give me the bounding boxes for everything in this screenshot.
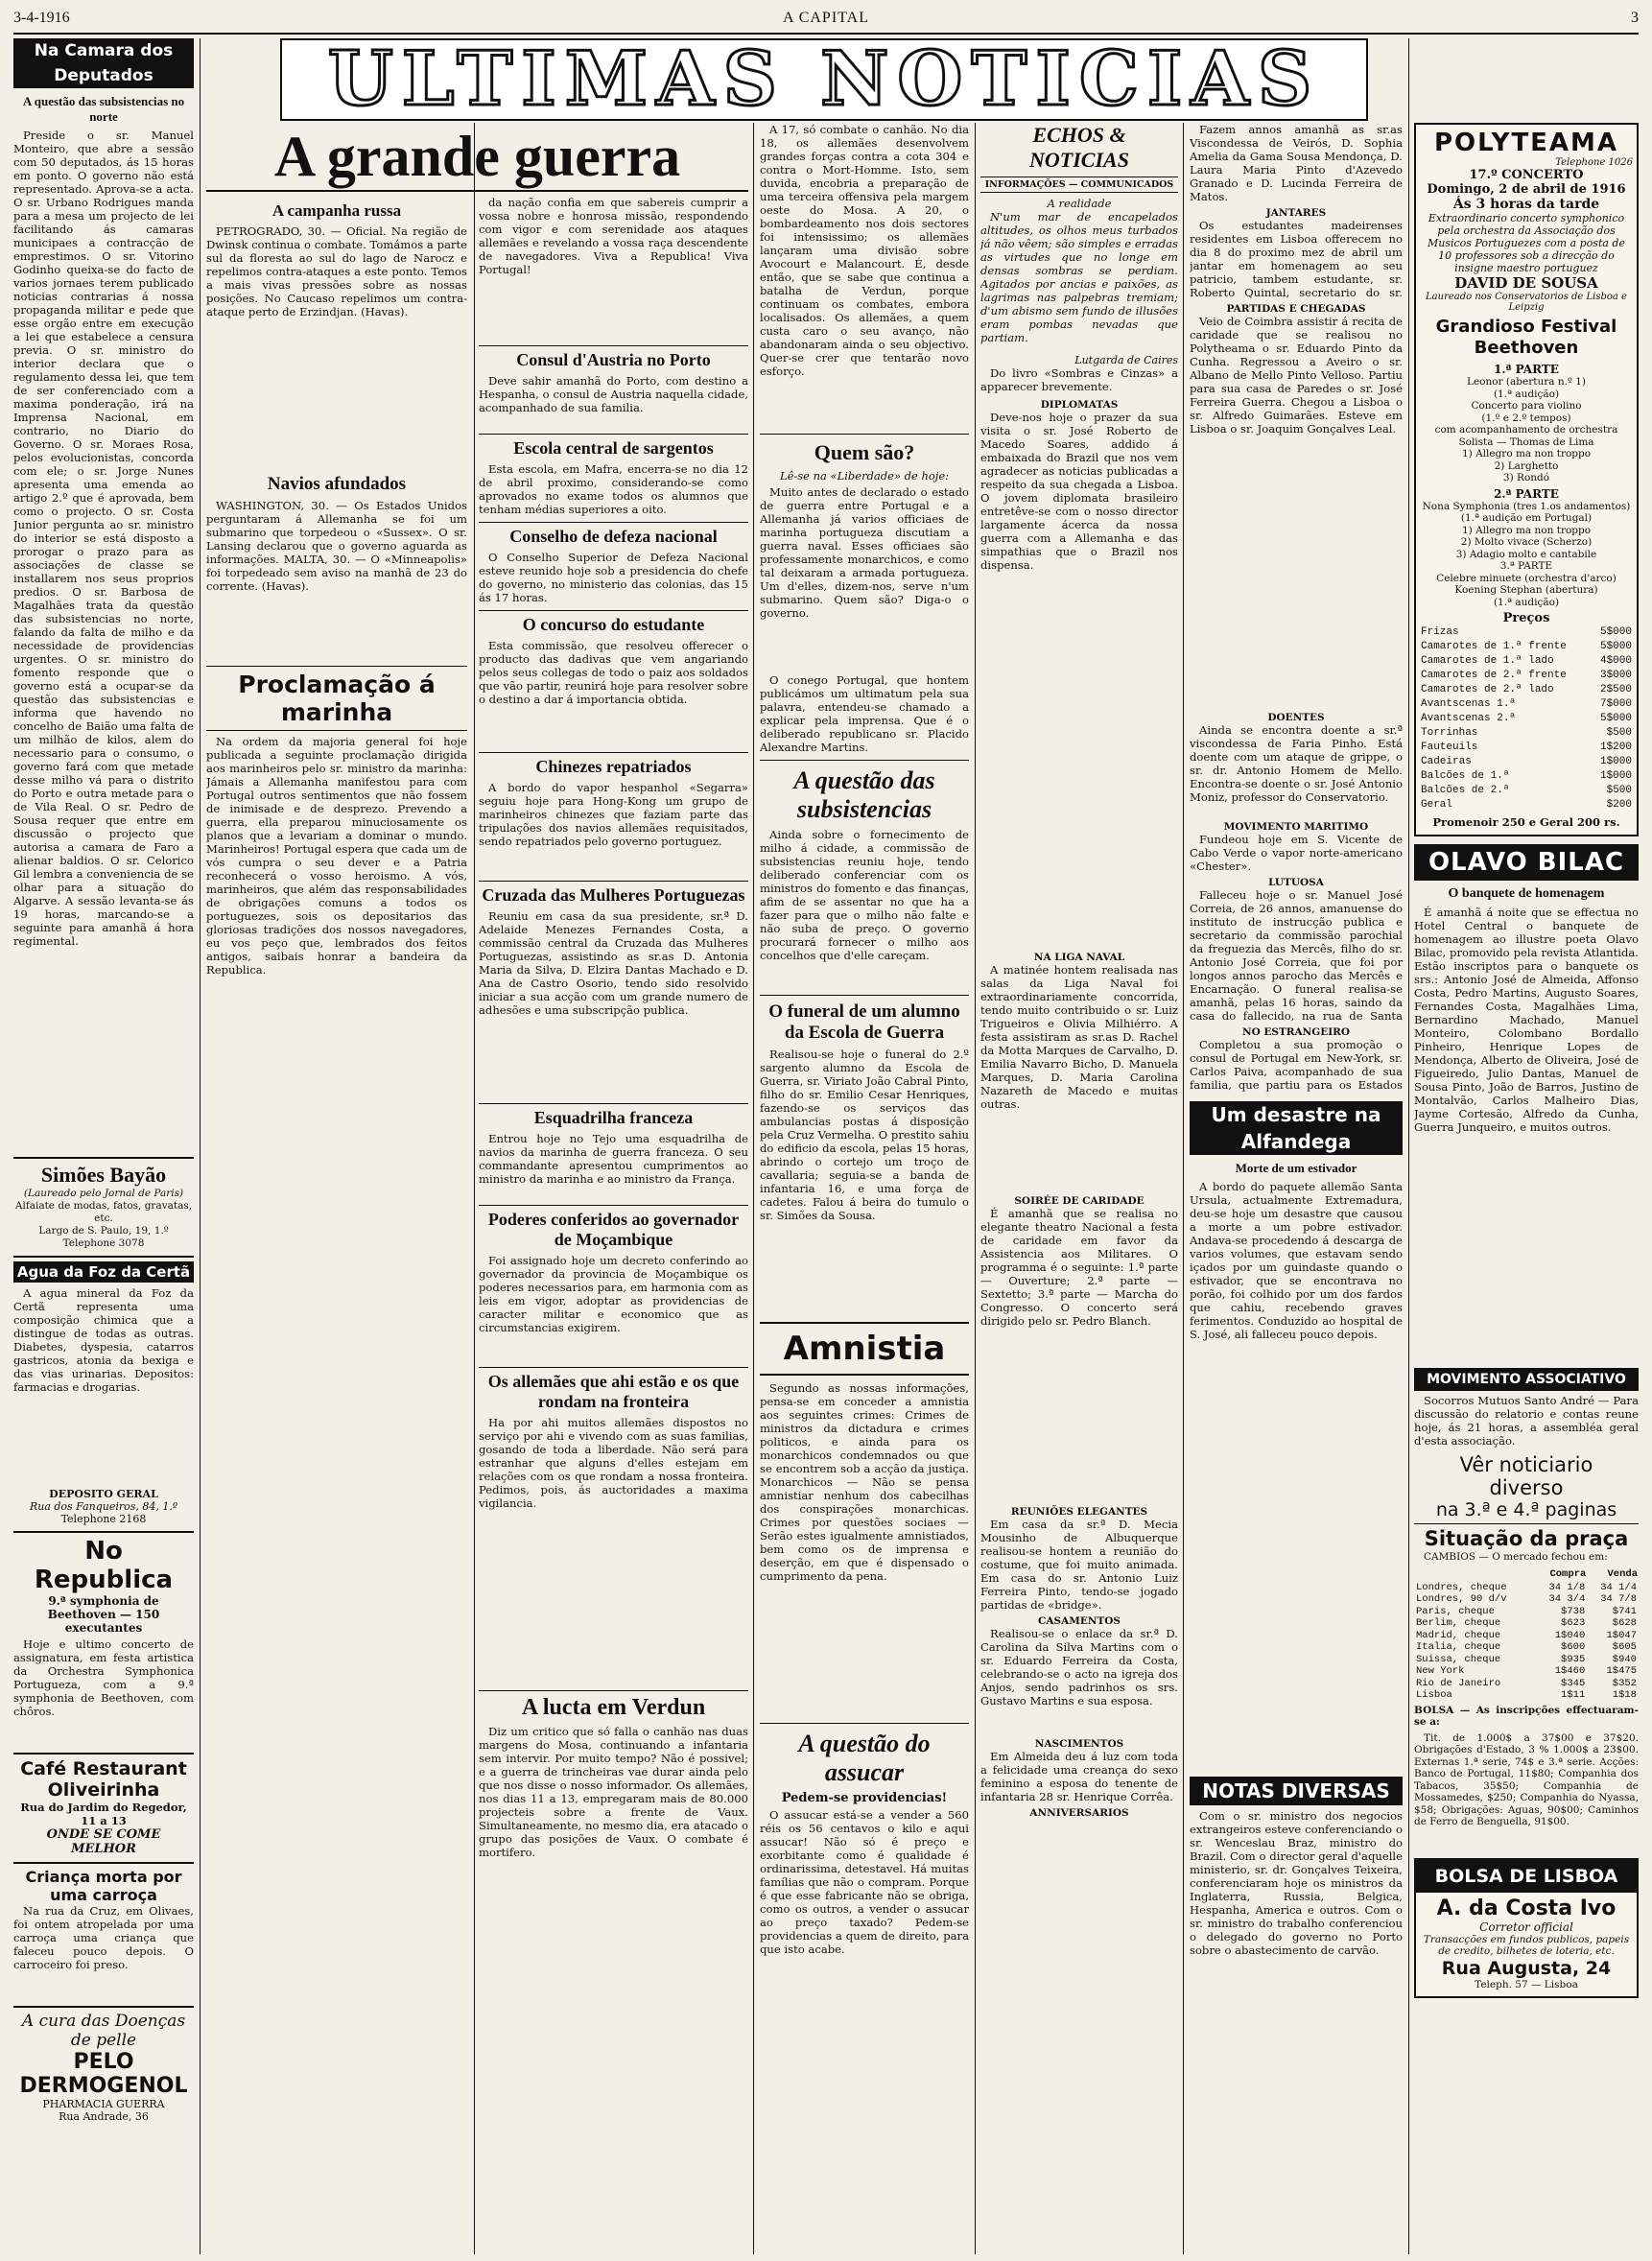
price-item: Cadeiras (1421, 756, 1472, 767)
price-item: Camarotes de 1.ª frente (1421, 641, 1567, 652)
camara-title: Na Camara dos Deputados (13, 38, 194, 88)
program-item: Concerto para violino (1471, 400, 1582, 412)
chinezes-title: Chinezes repatriados (479, 752, 748, 777)
cambio-row (1414, 1617, 1639, 1630)
doentes-title: DOENTES (1267, 712, 1325, 723)
echos-column (980, 123, 1178, 2254)
price-item: Avantscenas 2.ª (1421, 713, 1517, 724)
subsistencias-title: A questão das subsistencias (760, 760, 969, 824)
price-row (1420, 755, 1633, 769)
esquadrilha-text: Entrou hoje no Tejo uma esquadrilha de navios da marinha de guerra franceza. O seu commandante apresentou cumprimentos ao ministro da marinha e ao ministro da França. (479, 1132, 748, 1186)
bolsa-ad-text: Transacções em fundos publicos, papeis de credito, bilhetes de loteria, etc. (1423, 1933, 1630, 1957)
associativo-section (1414, 1368, 1639, 1448)
situacao-title: Situação da praça (1414, 1523, 1639, 1550)
price-row (1420, 669, 1633, 683)
program-item: 1) Allegro ma non troppo (1461, 524, 1592, 536)
russa-title: A campanha russa (271, 201, 402, 220)
price-value: 1$200 (1599, 742, 1632, 753)
program-item: (1.º e 2.º tempos) (1481, 412, 1571, 424)
paper-name: A CAPITAL (783, 10, 869, 26)
cambio-cell: $352 (1612, 1677, 1637, 1689)
diversas-title: NOTAS DIVERSAS (1190, 1777, 1403, 1805)
price-row (1420, 640, 1633, 654)
echos-section: INFORMAÇÕES — COMMUNICADOS (980, 177, 1178, 193)
concurso-title: O concurso do estudante (479, 610, 748, 635)
program-item: (1.ª audição) (1493, 388, 1560, 400)
jantares-title: JANTARES (1265, 207, 1327, 219)
liga-title: NA LIGA NAVAL (1033, 952, 1125, 963)
cambio-cell: 34 1/4 (1600, 1581, 1637, 1593)
ad-dermogenol (13, 2006, 194, 2123)
foz-address: Rua dos Fanqueiros, 84, 1.º (29, 1500, 178, 1513)
diplomatas-title: DIPLOMATAS (1040, 399, 1119, 411)
soiree-title: SOIRÉE DE CARIDADE (1014, 1195, 1145, 1207)
desastre-subtitle: Morte de um estivador (1235, 1161, 1357, 1175)
proclamacao-text: Na ordem da majoria general foi hoje publicada a seguinte proclamação dirigida aos marinheiros pelo sr. ministro da marinha: Jámais a Allemanha manifestou para com Portugal outros sentimentos que não fossem de inimisade e de desprezo. Prevendo a guerra, ella preparou minuciosamente os planos que a levariam a dominar o mundo. Marinheiros! Portugal espera que cada um de vós cumpra o seu dever e a Patria reconhecerá o vosso heroismo. A vós, marinheiros, que além das responsabilidades de obrigações comuns a todos os portuguezes, sois os depositarios das gloriosas tradições dos nossos navegadores, eu vos peço que, lembrados dos feitos antigos, saibais honrar a bandeira da Republica. (206, 735, 467, 977)
poem-author: Lutgarda de Caires (1074, 354, 1178, 366)
quem-text-2: O conego Portugal, que hontem publicámos um ultimatum pela sua palavra, entendeu-se chamado a explicar pela imprensa. Que é o deliberado republicano sr. Placido Alexandre Martins. (760, 673, 969, 754)
masthead (280, 35, 1368, 123)
price-value: $500 (1606, 785, 1632, 796)
polyteama-parte2: 2.ª PARTE (1494, 486, 1559, 501)
diplomatas-text: Deve-nos hoje o prazer da sua visita o sr. José Roberto de Macedo Soares, addido á embaixada do Brazil que nos vem agradecer as noticias publicadas a respeito da sua chegada a Lisboa. O jovem diplomata brasileiro entretêve-se com o nosso director largamente ácerca da nossa guerra com a Allemanha e das simpathias que o Brazil nos dispensa. (980, 411, 1178, 572)
price-row (1420, 741, 1633, 755)
conselho-text: O Conselho Superior de Defeza Nacional esteve reunido hoje sob a presidencia do chefe do governo, no ministerio das colonias, das 15 ás 17 horas. (479, 551, 748, 604)
funeral-text: Realisou-se hoje o funeral do 2.º sargento alumno da Escola de Guerra, sr. Viriato João Cabral Pinto, filho do sr. Emilio Cesar Henriques, fazendo-se os serviços das ambulancias postas á disposição pela Cruz Vermelha. O prestito sahiu do edificio da escola, pelas 15 horas, abrindo o cortejo um troço de cavallaria; seguia-se a banda de infantaria 16, e uma força de cadetes. Falou á beira do tumulo o sr. Simões da Sousa. (760, 1048, 969, 1222)
column-four (760, 123, 969, 2254)
cambio-row (1414, 1665, 1639, 1678)
polyteama-festival: Grandioso Festival Beethoven (1435, 317, 1617, 358)
program-item: (1.ª audição em Portugal) (1460, 512, 1593, 524)
cafe-motto: ONDE SE COME MELHOR (46, 1827, 161, 1856)
cambio-cell: Londres, 90 d/v (1416, 1593, 1507, 1605)
ad-cafe (13, 1753, 194, 1856)
lutuosa-text: Falleceu hoje o sr. Manuel José Correia, de 26 annos, amanuense do instituto de instrucção publica e secretario da commissão parochial da freguezia das Mercês, filho do sr. Antonio José Correia, que foi por longos annos parocho das Mercês e Encarnação. O funeral realisa-se amanhã, pelas 16 horas, saindo da casa do fallecido, na rua de Santa (1190, 888, 1403, 1023)
guerra-title: A grande guerra (206, 123, 748, 192)
price-row (1420, 712, 1633, 726)
program-item: Leonor (abertura n.º 1) (1466, 376, 1586, 388)
cambio-cell: Suissa, cheque (1416, 1653, 1501, 1665)
price-value: 5$000 (1599, 713, 1632, 724)
verdun-text: Diz um critico que só falla o canhão nas duas margens do Mosa, continuando a infantaria sem intervir. Por muito tempo? Não é possivel; e a guerra de trincheiras vae durar ainda pelo que nos disse o nosso informador. Os allemães, nos dias 11 a 13, empregaram mais de 80.000 projecteis sobre a frente de Vaux. Simultaneamente, no mesmo dia, era atacado o grupo das posições de Vaux. O combate é mortifero. (479, 1725, 748, 1859)
price-item: Frizas (1421, 626, 1459, 638)
cambio-row (1414, 1593, 1639, 1606)
funeral-title: O funeral de um alumno da Escola de Guerra (760, 995, 969, 1044)
guerra-section (206, 123, 748, 2254)
cambios-intro: CAMBIOS — O mercado fechou em: (1424, 1551, 1608, 1563)
cambios-table (1414, 1567, 1639, 1702)
price-item: Camarotes de 2.ª lado (1421, 684, 1554, 695)
price-value: 1$000 (1599, 756, 1632, 767)
cambio-row (1414, 1689, 1639, 1702)
consul-title: Consul d'Austria no Porto (479, 345, 748, 370)
polyteama-title: POLYTEAMA (1433, 129, 1619, 157)
estrangeiro-text: Completou a sua promoção o consul de Portugal em New-York, sr. Carlos Paiva, acompanhado de sua familia, que partiu para os Estados (1190, 1038, 1403, 1092)
tropas-text: da nação confia em que sabereis cumprir a vossa nobre e honrosa missão, respondendo com vigor e com serenidade aos ataques allemães e revelando a vossa raça descendente de navegadores. Viva a Republica! Viva Portugal! (479, 196, 748, 276)
cambio-cell: $600 (1561, 1641, 1586, 1653)
foz-text: A agua mineral da Foz da Certã representa uma composição chimica que a distingue de todas as outras. Diabetes, dyspesia, catarros gastricos, atonia da bexiga e das vias urinarias. Depositos: farmacias e drogarias. (13, 1286, 194, 1394)
anniv-text: Fazem annos amanhã as sr.as Viscondessa de Veirós, D. Sophia Amelia da Gama Sousa Mendonça, D. Laura Maria Pinto d'Azevedo Granado e D. Lucinda Ferreira de Matos. (1190, 123, 1403, 203)
polyteama-laureate: Laureado nos Conservatorios de Lisboa e Leipzig (1426, 292, 1627, 313)
poem-note: Do livro «Sombras e Cinzas» a apparecer brevemente. (980, 366, 1178, 393)
polyteama-desc: Extraordinario concerto symphonico pela orchestra da Associação dos Musicos Portuguezes com a posta de 10 professores sob a direcção do insigne maestro portuguez (1428, 212, 1625, 274)
bayao-line: (Laureado pelo Jornal de Paris) (23, 1188, 184, 1199)
desastre-title: Um desastre na Alfandega (1190, 1101, 1403, 1155)
price-item: Avantscenas 1.ª (1421, 698, 1517, 710)
casamentos-title: CASAMENTOS (1038, 1615, 1121, 1627)
cambio-cell: Paris, cheque (1416, 1605, 1495, 1617)
assucar-subtitle: Pedem-se providencias! (781, 1791, 948, 1805)
ad-bolsa-lisboa (1414, 1858, 1639, 1998)
notice-line: diverso (1489, 1476, 1564, 1499)
page-number: 3 (1631, 10, 1639, 26)
cambio-cell: 1$11 (1561, 1689, 1586, 1701)
polyteama-promenoir: Promenoir 250 e Geral 200 rs. (1432, 815, 1620, 829)
cambio-cell: 34 1/8 (1548, 1581, 1586, 1593)
price-value: 1$000 (1599, 770, 1632, 782)
foz-deposit: DEPOSITO GERAL (49, 1488, 158, 1500)
proclamacao-title: Proclamação á marinha (206, 666, 467, 731)
cambios-header (1414, 1567, 1536, 1582)
program-item: 1) Allegro ma non troppo (1461, 448, 1592, 459)
guerra-column-a (206, 196, 467, 2254)
republica-subtitle: 9.ª symphonia de Beethoven — 150 executantes (47, 1594, 160, 1635)
partidas-title: PARTIDAS E CHEGADAS (1226, 303, 1366, 315)
associativo-text: Socorros Mutuos Santo André — Para discussão do relatorio e contas reune hoje, ás 21 horas, a assembléa geral d'esta associação. (1414, 1394, 1639, 1448)
dermo-address: Rua Andrade, 36 (59, 2110, 149, 2123)
conselho-title: Conselho de defeza nacional (479, 522, 748, 547)
prices-title: Preços (1502, 611, 1550, 625)
desastre-text: A bordo do paquete allemão Santa Ursula, actualmente Extremadura, deu-se hoje um desastre que causou a morte a um pobre estivador. Andava-se procedendo á descarga de varios volumes, que estavam sendo içados por um guindaste quando o estivador, que se encontrava no porão, foi colhido por um dos fardos que cahiu, recebendo graves ferimentos. Conduzido ao hospital de S. José, ali falleceu pouco depois. (1190, 1180, 1403, 1341)
price-value: 3$000 (1599, 670, 1632, 681)
prices-table (1420, 625, 1633, 813)
verdun-title: A lucta em Verdun (479, 1690, 748, 1721)
quem-subtitle: Lê-se na «Liberdade» de hoje: (779, 469, 950, 483)
cambio-cell: 1$040 (1554, 1629, 1586, 1641)
escola-text: Esta escola, em Mafra, encerra-se no dia 12 de abril proximo, considerando-se como aprovados no exame todos os alumnos que tenham médias superiores a oito. (479, 462, 748, 516)
bolsa-title: BOLSA — As inscripções effectuaram-se a: (1414, 1704, 1639, 1728)
cambio-cell: Madrid, cheque (1416, 1629, 1501, 1641)
cambio-cell: Berlim, cheque (1416, 1617, 1501, 1629)
price-item: Fauteuils (1421, 742, 1478, 753)
price-value: 5$000 (1599, 626, 1632, 638)
polyteama-phone: Telephone 1026 (1555, 157, 1633, 168)
cambios-header: Venda (1607, 1568, 1638, 1580)
navios-title: Navios afundados (267, 474, 407, 494)
price-value: 5$000 (1599, 641, 1632, 652)
price-value: $200 (1606, 799, 1632, 811)
dermo-title: A cura das Doenças de pelle (21, 2012, 186, 2050)
cambio-cell: $623 (1561, 1617, 1586, 1629)
reunioes-text: Em casa da sr.ª D. Mecia Mousinho de Albuquerque realisou-se hontem a reunião do costume, que foi muito animada. Em casa do sr. Antonio Luiz Ferreira Pinto, tendo-se jogado partidas de «bridge». (980, 1518, 1178, 1612)
polyteama-concert: 17.º CONCERTO (1469, 168, 1584, 182)
ad-bayao (13, 1157, 194, 1250)
cambio-row (1414, 1654, 1639, 1666)
price-row (1420, 625, 1633, 640)
column-left (13, 38, 194, 2254)
camara-subtitle: A questão das subsistencias no norte (22, 94, 185, 124)
page-header (13, 8, 1639, 35)
cambio-cell: Italia, cheque (1416, 1641, 1501, 1653)
program-item: Nona Symphonia (tres 1.os andamentos) (1422, 500, 1631, 512)
program-item: 3) Rondó (1502, 472, 1550, 483)
cambio-cell: Lisboa (1416, 1689, 1452, 1701)
price-row (1420, 784, 1633, 798)
price-item: Geral (1421, 799, 1453, 811)
cambio-row (1414, 1606, 1639, 1618)
esquadrilha-title: Esquadrilha franceza (479, 1103, 748, 1128)
quem-text: Muito antes de declarado o estado de guerra entre Portugal e a Allemanha já varios officiaes de marinha portugueza discutiam a guerra naval. Esses officiaes são professamente monarchicos, e como tal deixaram a armada portugueza. Um d'elles, dizem-nos, serve n'um submarino. Quem são? Diga-o o governo. (760, 485, 969, 620)
cruzada-text: Reuniu em casa da sua presidente, sr.ª D. Adelaide Menezes Fernandes Costa, a commissão central da Cruzada das Mulheres Portuguezas, assistindo as sr.as D. Antonia Maria da Silva, D. Elzira Dantas Machado e D. Ana de Castro Osorio, tendo sido resolvido iniciar a sua acção com um grande numero de adhesões e uma subscripção publica. (479, 909, 748, 1017)
liga-text: A matinée hontem realisada nas salas da Liga Naval foi extraordinariamente concorrida, tendo muito contribuido o sr. Luiz Trigueiros e Olivia Milhiérro. A festa assistiram as sr.as D. Rachel da Motta Marques de Carvalho, D. Emilia Navarro Bicho, D. Manuela Marques, D. Maria Carolina Nazareth de Macedo e muitas outras. (980, 963, 1178, 1111)
cambio-row (1414, 1630, 1639, 1642)
price-value: 2$500 (1599, 684, 1632, 695)
column-rule (753, 123, 754, 2254)
nascimentos-title: NASCIMENTOS (1034, 1738, 1124, 1750)
program-item: 3.ª PARTE (1499, 560, 1553, 572)
price-row (1420, 769, 1633, 784)
cambios-header: Compra (1549, 1568, 1587, 1580)
price-item: Camarotes de 1.ª lado (1421, 655, 1554, 667)
ad-foz (13, 1256, 194, 1525)
estrangeiro-title: NO ESTRANGEIRO (1241, 1026, 1351, 1038)
bolsa-text: Tit. de 1.000$ a 37$00 e 37$20. Obrigações d'Estado, 3 % 1.000$ a 23$00. Externas 1.ª serie, 74$ e 3.ª serie. Acções: Banco de Portugal, 11$80; Companhia dos Tabacos, 35$50; Companhia de Mossamedes, $250; Companhia do Nyassa, $58; Obrigações: Aguas, 90$00; Caminhos de Ferro de Benguella, 91$00. (1414, 1731, 1639, 1827)
bilac-section (1414, 844, 1639, 1362)
program-item: 2) Molto vivace (Scherzo) (1460, 536, 1593, 548)
associativo-title: MOVIMENTO ASSOCIATIVO (1414, 1368, 1639, 1391)
column-right (1414, 123, 1639, 2254)
poem-title: A realidade (1047, 197, 1112, 210)
column-six (1190, 123, 1403, 2254)
page-date: 3-4-1916 (13, 10, 70, 26)
movimento-text: Fundeou hoje em S. Vicente de Cabo Verde o vapor norte-americano «Chester». (1190, 833, 1403, 873)
cambio-row (1414, 1582, 1639, 1594)
notice-line: na 3.ª e 4.ª paginas (1435, 1499, 1617, 1520)
republica-text: Hoje e ultimo concerto de assignatura, em festa artistica da Orchestra Symphonica Portugueza, com a 9.ª symphonia de Beethoven, com chôros. (13, 1637, 194, 1718)
see-news-notice (1414, 1453, 1639, 1550)
news-crianca (13, 1862, 194, 2000)
price-value: 7$000 (1599, 698, 1632, 710)
poderes-title: Poderes conferidos ao governador de Moçambique (479, 1205, 748, 1250)
dermo-brand: PELO DERMOGENOL (19, 2050, 188, 2098)
price-row (1420, 798, 1633, 813)
cambio-cell: $738 (1561, 1605, 1586, 1617)
price-item: Torrinhas (1421, 727, 1478, 739)
lutuosa-title: LUTUOSA (1268, 877, 1324, 888)
cambio-cell: $741 (1612, 1605, 1637, 1617)
price-value: $500 (1606, 727, 1632, 739)
bayao-line: Largo de S. Paulo, 19, 1.º (38, 1225, 169, 1236)
quem-title: Quem são? (760, 434, 969, 465)
cambio-cell: 1$18 (1612, 1689, 1637, 1701)
cambio-cell: $605 (1612, 1641, 1637, 1653)
cambio-row (1414, 1641, 1639, 1654)
escola-title: Escola central de sargentos (479, 434, 748, 459)
price-item: Balcões de 2.ª (1421, 785, 1510, 796)
program-two (1420, 501, 1633, 609)
bolsa-ad-title: BOLSA DE LISBOA (1416, 1860, 1637, 1893)
anniv-title: ANNIVERSARIOS (1029, 1807, 1129, 1819)
allemaes-text: Ha por ahi muitos allemães dispostos no serviço por ahi e vivendo com as suas familias, gosando de toda a liberdade. Não será para estranhar que alguns d'elles estejam em relações com os que rondam a nossa fronteira. Pedimos, pois, ás auctoridades a maxima vigilancia. (479, 1416, 748, 1510)
cambio-cell: New York (1416, 1665, 1465, 1677)
polyteama-parte1: 1.ª PARTE (1494, 363, 1559, 376)
column-rule (1183, 123, 1184, 2254)
doentes-text: Ainda se encontra doente a sr.ª viscondessa de Faria Pinho. Está doente com um ataque de grippe, o sr. dr. Antonio Homem de Mello. Encontra-se doente o sr. José Antonio Moniz, professor do Conservatorio. (1190, 723, 1403, 804)
polyteama-date: Domingo, 2 de abril de 1916 (1427, 182, 1626, 197)
notice-line: Vêr noticiario (1459, 1453, 1593, 1476)
movimento-title: MOVIMENTO MARITIMO (1223, 821, 1369, 833)
bolsa-ad-address: Rua Augusta, 24 (1441, 1957, 1612, 1979)
republica-title: No Republica (34, 1537, 174, 1594)
foz-title: Agua da Foz da Certã (13, 1261, 194, 1283)
cambio-cell: 1$047 (1606, 1629, 1637, 1641)
reunioes-title: REUNIÕES ELEGANTES (1010, 1506, 1148, 1518)
column-rule (1408, 38, 1409, 2254)
cambio-cell: $940 (1612, 1653, 1637, 1665)
program-item: com acompanhamento de orchestra (1434, 424, 1618, 436)
assucar-title: A questão do assucar (760, 1723, 969, 1787)
program-item: 3) Adagio molto e cantabile (1455, 548, 1597, 560)
amnistia-title: Amnistia (760, 1322, 969, 1376)
price-value: 4$000 (1599, 655, 1632, 667)
cambio-cell: 1$475 (1606, 1665, 1637, 1677)
partidas-text: Veio de Coimbra assistir á recita de caridade que se realisou no Polytheama o sr. Eduardo Pinto da Cunha. Regressou a Aveiro o sr. Albano de Mello Pinto Velloso. Partiu para sua casa de Paredes o sr. José Ferreira Guerra. Chegou a Lisboa o sr. Alfredo Guimarães. Esteve em Lisboa o sr. Joaquim Gonçalves Leal. (1190, 315, 1403, 436)
polyteama-maestro: DAVID DE SOUSA (1454, 274, 1598, 292)
cambio-cell: Londres, cheque (1416, 1581, 1507, 1593)
guerra-column-b (479, 196, 748, 2254)
camara-text: Preside o sr. Manuel Monteiro, que abre a sessão com 50 deputados, ás 15 horas em ponto. O governo não está representado. Aprova-se a acta. O sr. Urbano Rodrigues manda para a mesa um projecto de lei facilitando ás camaras municipaes a contracção de emprestimos. O sr. Vitorino Godinho queixa-se do facto de varios jornaes terem publicado noticias contrarias á nossa propaganda militar e pede que esse orgão entre em execução a lei que estabelece a censura previa. O sr. ministro do interior declara que o regulamento dessa lei, que tem de ser conferenciado com a maxima ponderação, irá na Imprensa Nacional, em contrario, no Diario do Governo. O sr. Moraes Rosa, pelos evolucionistas, concorda com ele; o sr. Jorge Nunes apresenta uma emenda ao artigo 2.º que é aprovada, bem como o projecto. O sr. Costa Junior pergunta ao sr. ministro do interior se está disposto a prorogar o prazo para as associações de classe se installarem nos seus proprios predios. O sr. Barbosa de Magalhães trata da questão das subsistencias no norte, falando da falta de milho e da necessidade de providencias urgentes. O sr. ministro do fomento responde que o governo está a ocupar-se da questão das subsistencias e informa que havendo no concelho de Baião uma falta de um milhão de kilos, alem do necessario para o consumo, o governo fará com que metade desse milho vá para o distrito do Porto e outra metade para o de Vila Real. O sr. Pedro de Sousa requer que entre em discussão o projecto que autorisa a camara de Faro a alienar baldios. O sr. Celorico Gil lembra a conveniencia de se olhar para a situação do Algarve. A sessão levanta-se ás 19 horas, marcando-se a seguinte para amanhã á hora regimental. (13, 129, 194, 948)
poem-text: N'um mar de encapelados altitudes, os olhos meus turbados já não vêem; são simples e erradas as virtudes que no longe em densas sombras se perdiam. Agitados por ancias e paixões, as lagrimas nas palpebras tremiam; d'um abismo sem fundo de illusões eram pombas nevadas que partiam. (980, 210, 1178, 344)
navios-text: WASHINGTON, 30. — Os Estados Unidos perguntaram á Allemanha se foi um submarino que torpedeou o «Sussex». O sr. Lansing declarou que o governo aguarda as informações. MALTA, 30. — O «Minneapolis» foi torpedeado sem aviso na manhã de 23 do corrente. (Havas). (206, 499, 467, 593)
bolsa-ad-role: Corretor official (1479, 1919, 1573, 1934)
foz-phone: Telephone 2168 (60, 1513, 147, 1525)
bayao-line: Telephone 3078 (62, 1237, 145, 1249)
program-one (1420, 376, 1633, 484)
crianca-title: Criança morta por uma carroça (25, 1868, 182, 1904)
bilac-title: OLAVO BILAC (1414, 844, 1639, 881)
concurso-text: Esta commissão, que resolveu offerecer o producto das dadivas que vem angariando pelos seus collegas de todo o paiz aos soldados que vão partir, reunirá hoje para resolver sobre o destino a dar á importancia obtida. (479, 639, 748, 706)
subsistencias-text: Ainda sobre o fornecimento de milho á cidade, a commissão de subsistencias reuniu hoje, tendo deliberado conferenciar com os ministros do fomento e das finanças, afim de se assentar no que ha a fazer para que o milho não falte e não suba de preço. O governo procurará fornecer o milho aos concelhos que d'elle careçam. (760, 828, 969, 962)
polyteama-time: Ás 3 horas da tarde (1452, 197, 1600, 212)
cambio-cell: 34 7/8 (1600, 1593, 1637, 1605)
cambio-cell: $935 (1561, 1653, 1586, 1665)
cambio-cell: Rio de Janeiro (1416, 1677, 1501, 1689)
cambio-row (1414, 1678, 1639, 1690)
nascimentos-text: Em Almeida deu á luz com toda a felicidade uma creança do sexo feminino a esposa do tenente de infantaria 28 sr. Henrique Corrêa. (980, 1750, 1178, 1803)
price-row (1420, 654, 1633, 669)
cafe-address: Rua do Jardim do Regedor, 11 a 13 (20, 1801, 187, 1827)
bayao-line: Alfaiate de modas, fatos, gravatas, etc. (14, 1200, 193, 1224)
masthead-title: ULTIMAS NOTICIAS (327, 35, 1321, 123)
diversas-text: Com o sr. ministro dos negocios extrangeiros esteve conferenciando o sr. Wenceslau Braz, ministro do Brazil. Com o director geral d'aquelle ministerio, sr. dr. Gonçalves Teixeira, conferenciaram hoje os ministros da Inglaterra, Russia, Belgica, Hespanha, America e outros. Com o sr. ministro do trabalho conferenciou o delegado do governo no Porto sobre o abastecimento de carvão. (1190, 1809, 1403, 1957)
russa-text: PETROGRADO, 30. — Oficial. Na região de Dwinsk continua o combate. Tomámos a parte sul da floresta ao sul do lago de Narocz e repelimos contra-ataques a este ponto. Temos a mais vivas pressões sobre as nossas posições. No Caucaso repelimos um contra-ataque perto de Erzindjan. (Havas). (206, 224, 467, 318)
echos-title: ECHOS & NOTICIAS (1029, 123, 1129, 172)
cambio-cell: 34 3/4 (1548, 1593, 1586, 1605)
column-rule (975, 123, 976, 2254)
soiree-text: É amanhã que se realisa no elegante theatro Nacional a festa de caridade em favor da Assistencia aos Militares. O programma é o seguinte: 1.ª parte — Ouverture; 2.ª parte — Sextetto; 3.ª parte — Marcha do Congresso. O concerto será dirigido pelo sr. Pedro Blanch. (980, 1207, 1178, 1328)
allemaes-title: Os allemães que ahi estão e os que rondam na fronteira (479, 1367, 748, 1412)
vaux-text: A 17, só combate o canhão. No dia 18, os allemães desenvolvem grandes forças contra a cota 304 e contra o Mort-Homme. Isto, sem duvida, encobria a preparação de uma terceira offensiva pela margem oeste do Mosa. A 20, o bombardeamento nos dois sectores foi intensissimo; os allemães lançaram uma divisão sobre Avocourt e Malancourt. É, desde então, que se sabe que continua a batalha de Verdun, porque continuam os combates, embora localisados. Os allemães, a quem custa caro o seu avanço, não abandonaram ainda o seu objectivo. Quer-se crer que tentarão novo esforço. (760, 123, 969, 378)
cruzada-title: Cruzada das Mulheres Portuguezas (479, 881, 748, 906)
ad-polyteama (1414, 123, 1639, 836)
bolsa-ad-phone: Teleph. 57 — Lisboa (1475, 1978, 1578, 1990)
ad-republica (13, 1531, 194, 1747)
jantares-text: Os estudantes madeirenses residentes em Lisboa offerecem no dia 8 do proximo mez de abril um jantar em homenagem ao seu patricio, tambem estudante, sr. Roberto Quintal, secretario do sr. (1190, 219, 1403, 299)
amnistia-text: Segundo as nossas informações, pensa-se em conceder a amnistia aos seguintes crimes: Crimes de ministros da dictadura e crimes politicos, e ainda para os monarchicos condemnados ou que se encontrem sob a acção da justiça. Monarchicos — Não se pensa amnistiar nenhum dos cabecilhas dos conspirações monarchicas. Crimes por questões sociaes — Serão estes igualmente amnistiados, bem como os de imprensa e deserção, em que é dispensado o cumprimento da pena. (760, 1381, 969, 1583)
bayao-title: Simões Bayão (40, 1163, 167, 1187)
crianca-text: Na rua da Cruz, em Olivaes, foi ontem atropelada por uma carroça uma criança que faleceu pouco depois. O carroceiro foi preso. (13, 1904, 194, 1971)
cafe-title: Café Restaurant Oliveirinha (20, 1758, 187, 1801)
price-row (1420, 697, 1633, 712)
bolsa-ad-name: A. da Costa Ivo (1436, 1896, 1617, 1920)
cambio-cell: 1$460 (1554, 1665, 1586, 1677)
bilac-text: É amanhã á noite que se effectua no Hotel Central o banquete de homenagem ao illustre poeta Olavo Bilac, promovido pela revista Atlantida. Estão inscriptos para o banquete os srs.: Antonio José de Almeida, Affonso Costa, Pedro Martins, Augusto Soares, Fernandes Costa, Magalhães Lima, Bernardino Machado, Manuel Monteiro, Colombano Bordallo Pinheiro, Henrique Lopes de Mendonça, Alberto de Oliveira, José de Figueiredo, Julio Dantas, Manuel de Sousa Pinto, João de Barros, Justino de Montalvão, Carlos Malheiro Dias, Jayme Cortesão, Alfredo da Cunha, Guerra Junqueiro, e muitos outros. (1414, 906, 1639, 1134)
chinezes-text: A bordo do vapor hespanhol «Segarra» seguiu hoje para Hong-Kong um grupo de marinheiros chinezes que faziam parte das tripulações dos navios allemães requisitados, sendo repatriados pelo governo portuguez. (479, 781, 748, 848)
poderes-text: Foi assignado hoje um decreto conferindo ao governador da provincia de Moçambique os poderes necessarios para, em harmonia com as leis em vigor, adoptar as providencias de caracter militar e economico que as circumstancias exigirem. (479, 1254, 748, 1334)
program-item: (1.ª audição) (1493, 596, 1560, 608)
price-item: Balcões de 1.ª (1421, 770, 1510, 782)
program-item: Solista — Thomas de Lima (1458, 436, 1594, 448)
price-item: Camarotes de 2.ª frente (1421, 670, 1567, 681)
column-rule (200, 38, 201, 2254)
program-item: Celebre minuete (orchestra d'arco) (1436, 572, 1617, 584)
dermo-pharmacy: PHARMACIA GUERRA (42, 2098, 165, 2110)
casamentos-text: Realisou-se o enlace da sr.ª D. Carolina da Silva Martins com o sr. Eduardo Ferreira da Costa, celebrando-se o acto na igreja dos Anjos, sendo padrinhos os srs. Gustavo Martins e sua esposa. (980, 1627, 1178, 1708)
consul-text: Deve sahir amanhã do Porto, com destino a Hespanha, o consul de Austria naquella cidade, acompanhado de sua familia. (479, 374, 748, 414)
cambio-cell: $628 (1612, 1617, 1637, 1629)
cambio-cell: $345 (1561, 1677, 1586, 1689)
program-item: 2) Larghetto (1494, 459, 1559, 472)
price-row (1420, 726, 1633, 741)
price-row (1420, 683, 1633, 697)
program-item: Koening Stephan (abertura) (1454, 584, 1598, 596)
bilac-subtitle: O banquete de homenagem (1448, 886, 1605, 901)
assucar-text: O assucar está-se a vender a 560 réis os 56 centavos o kilo e aqui assucar! Não só é preço e exorbitante como é qualidade é ordinarissima, detestavel. Há muitas famílias que não o compram. Porque é que esse fabricante não se obriga, como os outros, a vender o assucar ao preço taxado? Pedem-se providencias a quem de direito, para que isto acabe. (760, 1808, 969, 1956)
